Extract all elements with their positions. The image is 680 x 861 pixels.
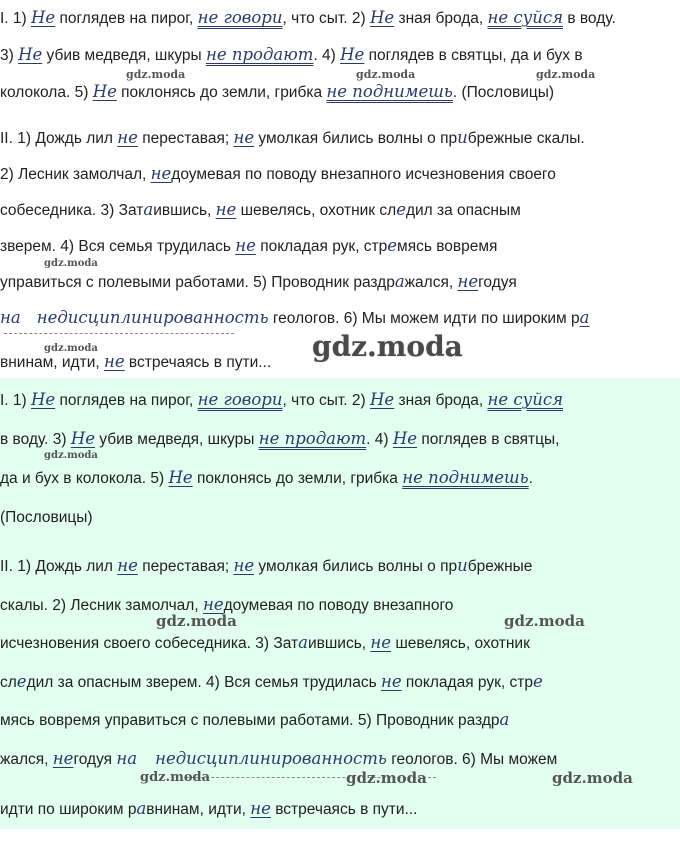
watermark: gdz.moda — [126, 68, 186, 81]
watermark: gdz.moda — [504, 612, 585, 630]
text-line: 3) Не убив медведя, шкуры не продают. 4) Не поглядев в святцы, да и бух в — [0, 45, 583, 64]
watermark: gdz.moda — [140, 770, 211, 785]
text-line: жался, негодуя на недисциплинированность геологов. 6) Мы можем — [0, 749, 558, 768]
text-line: в воду. 3) Не убив медведя, шкуры не продают. 4) Не поглядев в святцы, — [0, 429, 560, 448]
text-line: мясь вовремя управиться с полевыми работами. 5) Проводник раздра — [0, 710, 510, 729]
text-line: II. 1) Дождь лил не переставая; не умолкая бились волны о прибрежные — [0, 556, 533, 575]
text-line: I. 1) Не поглядев на пирог, не говори, что сыт. 2) Не зная брода, не суйся в воду. — [0, 8, 616, 27]
text-line: внинам, идти, не встречаясь в пути... — [0, 352, 272, 371]
text-line: скалы. 2) Лесник замолчал, недоумевая по поводу внезапного — [0, 595, 454, 614]
watermark: gdz.moda — [44, 450, 98, 461]
text-line: собеседника. 3) Затаившись, не шевелясь, охотник следил за опасным — [0, 200, 521, 219]
watermark-large: gdz.moda — [312, 330, 463, 363]
dashed-underline — [4, 333, 234, 334]
text-line: (Пословицы) — [0, 509, 93, 526]
watermark: gdz.moda — [346, 769, 427, 787]
text-line: I. 1) Не поглядев на пирог, не говори, что сыт. 2) Не зная брода, не суйся — [0, 390, 564, 409]
text-line: зверем. 4) Вся семья трудилась не покладая рук, стремясь вовремя — [0, 236, 498, 255]
text-line: 2) Лесник замолчал, недоумевая по поводу внезапного исчезновения своего — [0, 164, 556, 183]
text-line: II. 1) Дождь лил не переставая; не умолкая бились волны о прибрежные скалы. — [0, 128, 585, 147]
text-line: да и бух в колокола. 5) Не поклонясь до земли, грибка не поднимешь. — [0, 468, 533, 487]
text-line: на недисциплинированность геологов. 6) Мы можем идти по широким ра — [0, 308, 590, 327]
text-line: следил за опасным зверем. 4) Вся семья трудилась не покладая рук, стре — [0, 672, 543, 691]
watermark: gdz.moda — [356, 68, 416, 81]
watermark: gdz.moda — [536, 68, 596, 81]
watermark: gdz.moda — [44, 258, 98, 269]
watermark: gdz.moda — [552, 769, 633, 787]
watermark: gdz.moda — [156, 612, 237, 630]
text-line: исчезновения своего собеседника. 3) Затаившись, не шевелясь, охотник — [0, 633, 530, 652]
text-line: идти по широким равнинам, идти, не встречаясь в пути... — [0, 799, 418, 818]
text-line: колокола. 5) Не поклонясь до земли, грибка не поднимешь. (Пословицы) — [0, 82, 555, 101]
text-line: управиться с полевыми работами. 5) Проводник раздражался, негодуя — [0, 272, 517, 291]
watermark: gdz.moda — [44, 343, 98, 354]
